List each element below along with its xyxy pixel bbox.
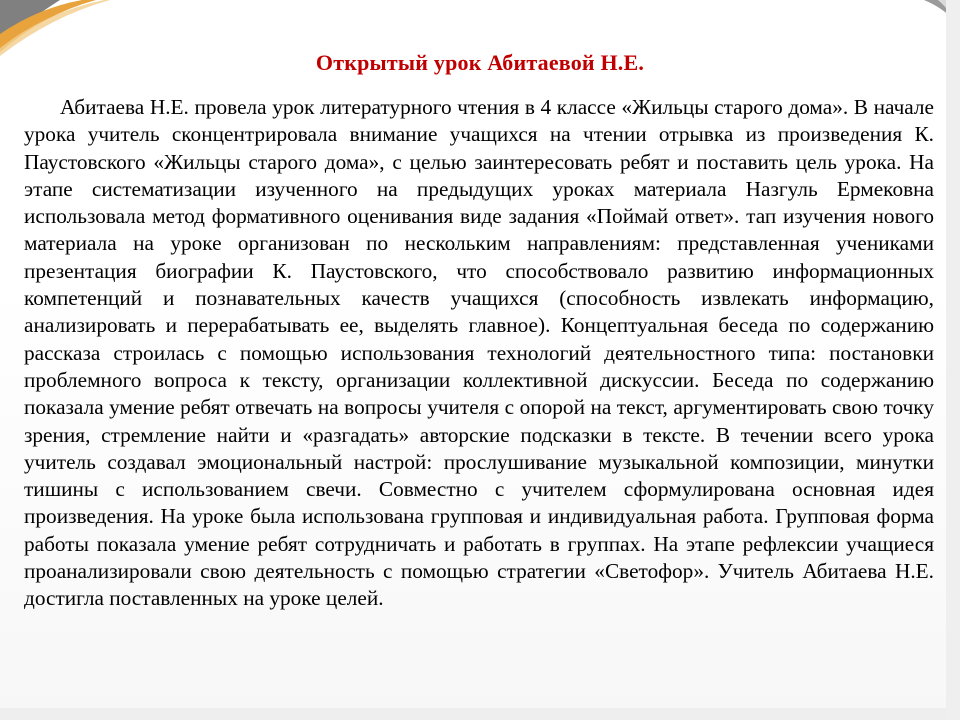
body-paragraph: Абитаева Н.Е. провела урок литературного чтения в 4 классе «Жильцы старого дома». В начале урока учитель сконцентрировала внимание учащихся на чтении отрывка из произведения К. Паустовского «Жильцы старого дома», с целью заинтересовать ребят и поставить цель урока. На этапе систематизации изученного на предыдущих уроках материала Назгуль Ермековна использовала метод формативного оценивания виде задания «Поймай ответ». тап изучения нового материала на уроке организован по нескольким направлениям: представленная учениками презентация биографии К. Паустовского, что способствовало развитию информационных компетенций и познавательных качеств учащихся (способность извлекать информацию, анализировать и перерабатывать ее, выделять главное). Концептуальная беседа по содержанию рассказа строилась с помощью использования технологий деятельностного типа: постановки проблемного вопроса к тексту, организации коллективной дискуссии. Беседа по содержанию показала умение ребят отвечать на вопросы учителя с опорой на текст, аргументировать свою точку зрения, стремление найти и «разгадать» авторские подсказки в тексте. В течении всего урока учитель создавал эмоциональный настрой: прослушивание музыкальной композиции, минутки тишины с использованием свечи. Совместно с учителем сформулирована основная идея произведения. На уроке была использована групповая и индивидуальная работа. Групповая форма работы показала умение ребят сотрудничать и работать в группах. На этапе рефлексии учащиеся проанализировали свою деятельность с помощью стратегии «Светофор». Учитель Абитаева Н.Е. достигла поставленных на уроке целей. [24,95,934,611]
page-title: Открытый урок Абитаевой Н.Е. [315,50,645,75]
